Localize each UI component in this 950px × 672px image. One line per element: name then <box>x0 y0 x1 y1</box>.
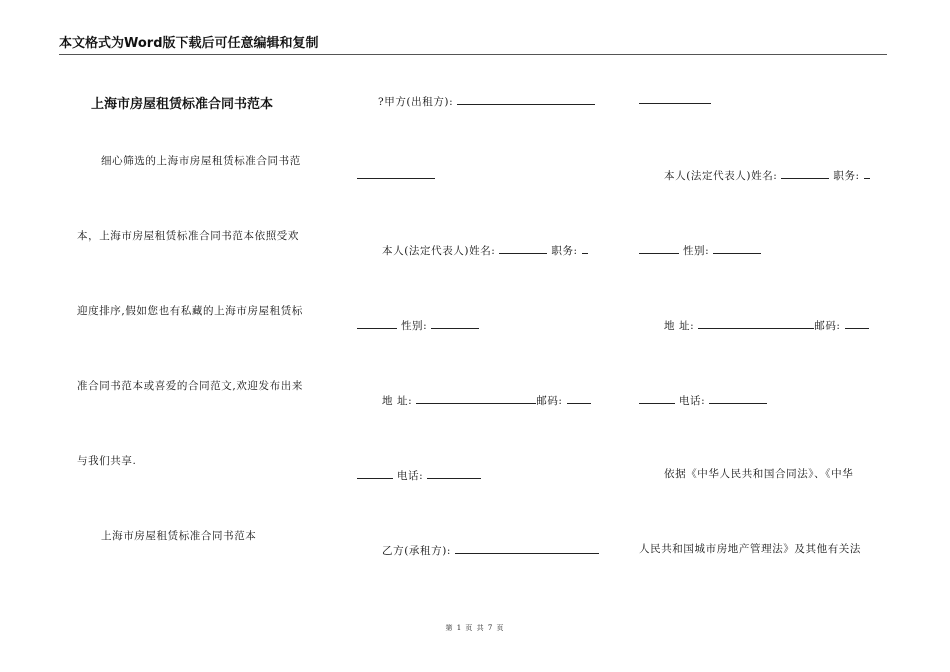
party-a-blank <box>457 94 595 105</box>
party-a-label: 甲方(出租方): <box>384 96 454 108</box>
gender-pre-blank <box>357 318 397 329</box>
intro-line-5: 与我们共享. <box>77 455 137 467</box>
legal-rep-label: 本人(法定代表人)姓名: <box>382 245 496 257</box>
address-blank <box>698 318 814 329</box>
legal-rep-row-a <box>382 243 588 258</box>
position-label: 职务: <box>551 245 578 257</box>
address-row-b <box>664 318 869 333</box>
name-blank <box>781 168 829 179</box>
phone-label: 电话: <box>396 470 424 482</box>
law-basis-line-2: 人民共和国城市房地产管理法》及其他有关法 <box>639 543 861 555</box>
postcode-blank <box>845 318 869 329</box>
gender-label: 性别: <box>682 245 710 257</box>
phone-row-b <box>639 393 767 408</box>
party-b-row <box>382 543 599 558</box>
document-header: 本文格式为Word版下载后可任意编辑和复制 <box>59 36 887 55</box>
postcode-blank <box>567 393 591 404</box>
position-blank <box>864 168 870 179</box>
postcode-label: 邮码: <box>536 395 563 407</box>
intro-line-2: 本，上海市房屋租赁标准合同书范本依照受欢 <box>77 230 299 242</box>
phone-blank <box>427 468 481 479</box>
address-label: 地 址: <box>664 320 695 332</box>
phone-pre-blank <box>357 468 393 479</box>
position-label: 职务: <box>833 170 860 182</box>
position-blank <box>582 243 588 254</box>
blank-line <box>639 103 711 104</box>
gender-label: 性别: <box>400 320 428 332</box>
party-a-prefix: ? <box>378 96 385 108</box>
address-row-a <box>382 393 591 408</box>
gender-pre-blank <box>639 243 679 254</box>
phone-blank <box>709 393 767 404</box>
intro-line-3: 迎度排序,假如您也有私藏的上海市房屋租赁标 <box>77 305 303 317</box>
intro-line-4: 准合同书范本或喜爱的合同范文,欢迎发布出来 <box>77 380 303 392</box>
legal-rep-label: 本人(法定代表人)姓名: <box>664 170 778 182</box>
postcode-label: 邮码: <box>814 320 841 332</box>
name-blank <box>499 243 547 254</box>
gender-row-b <box>639 243 761 258</box>
contract-subtitle: 上海市房屋租赁标准合同书范本 <box>101 530 257 542</box>
party-b-blank <box>455 543 599 554</box>
phone-pre-blank <box>639 393 675 404</box>
law-basis-line-1: 依据《中华人民共和国合同法》、《中华 <box>664 468 854 480</box>
gender-blank <box>431 318 479 329</box>
phone-row-a <box>357 468 481 483</box>
legal-rep-row-b <box>664 168 870 183</box>
document-title: 上海市房屋租赁标准合同书范本 <box>91 97 274 112</box>
gender-row-a <box>357 318 479 333</box>
blank-line <box>357 178 435 179</box>
intro-line-1: 细心筛选的上海市房屋租赁标准合同书范 <box>101 155 301 167</box>
gender-blank <box>713 243 761 254</box>
address-label: 地 址: <box>382 395 413 407</box>
address-blank <box>416 393 536 404</box>
phone-label: 电话: <box>678 395 706 407</box>
party-b-label: 乙方(承租方): <box>382 545 452 557</box>
party-a-row <box>378 94 595 109</box>
page-number: 第 1 页 共 7 页 <box>445 624 505 632</box>
